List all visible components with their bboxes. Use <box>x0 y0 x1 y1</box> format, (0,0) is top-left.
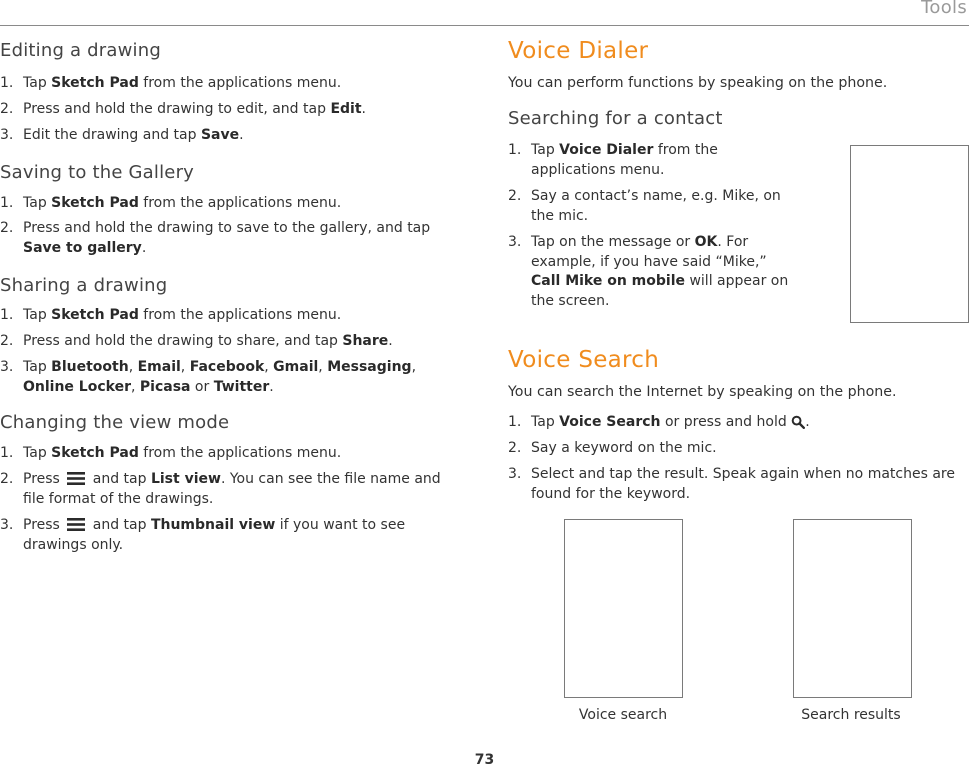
step-text: Tap <box>531 142 560 158</box>
step-keyword: Thumbnail view <box>150 517 276 533</box>
list-item <box>0 74 448 94</box>
step-number: 3. <box>0 127 14 143</box>
separator: or <box>190 378 214 395</box>
step-number: 1. <box>0 75 14 91</box>
step-number: 2. <box>508 188 522 204</box>
heading-voice-search: Voice Search <box>508 347 660 373</box>
step-text: Press and hold the drawing to edit, and tap <box>23 101 331 117</box>
search-results-screenshot-frame <box>793 519 912 698</box>
step-text: . <box>239 127 244 143</box>
step-number: 2. <box>0 333 14 349</box>
heading-searching-contact: Searching for a contact <box>508 108 723 129</box>
step-number: 1. <box>0 307 14 323</box>
list-item <box>508 187 793 226</box>
step-keyword: Sketch Pad <box>51 195 139 211</box>
separator: , <box>130 378 140 395</box>
step-text: and tap <box>88 471 151 487</box>
step-number: 1. <box>0 195 14 211</box>
list-item <box>0 194 448 214</box>
app-name: Email <box>137 359 181 375</box>
heading-saving: Saving to the Gallery <box>0 162 195 183</box>
list-item <box>508 465 969 504</box>
list-item <box>0 358 448 397</box>
list-item <box>0 332 448 352</box>
step-text: from the applications menu. <box>138 75 342 91</box>
step-text: and tap <box>88 517 151 533</box>
voice-dialer-intro: You can perform functions by speaking on the phone. <box>508 75 888 91</box>
step-text: from the applications menu. <box>138 195 342 211</box>
step-text: Press and hold the drawing to share, and tap <box>23 333 343 349</box>
step-text: if you want to see drawings only. <box>23 517 406 553</box>
app-name: Online Locker <box>23 378 131 395</box>
app-name: Bluetooth <box>51 359 129 375</box>
heading-sharing: Sharing a drawing <box>0 275 168 296</box>
separator: , <box>180 359 190 375</box>
step-number: 3. <box>0 517 14 533</box>
list-item <box>508 413 966 433</box>
step-text: or press and hold <box>660 414 792 430</box>
step-keyword: Sketch Pad <box>51 445 139 461</box>
list-item <box>0 126 448 146</box>
step-text: Edit the drawing and tap <box>23 127 201 143</box>
app-name: Messaging <box>327 359 412 375</box>
step-text: Press <box>23 517 65 533</box>
step-number: 2. <box>0 220 14 236</box>
section-label: Tools <box>921 0 967 18</box>
heading-voice-dialer: Voice Dialer <box>508 38 649 64</box>
step-keyword: Call Mike on mobile <box>531 273 686 289</box>
caption-search-results: Search results <box>801 707 901 723</box>
step-text: Tap <box>531 414 560 430</box>
app-name: Picasa <box>139 378 191 395</box>
heading-editing: Editing a drawing <box>0 40 161 61</box>
separator: , <box>318 359 328 375</box>
step-keyword: Share <box>342 333 389 349</box>
step-text: Say a keyword on the mic. <box>531 440 717 456</box>
menu-key-icon <box>66 471 86 486</box>
step-text: . <box>805 414 810 430</box>
list-item <box>508 141 726 180</box>
menu-key-icon <box>66 517 86 532</box>
page-number: 73 <box>474 752 495 768</box>
step-text: Press <box>23 471 65 487</box>
step-number: 2. <box>0 471 14 487</box>
search-key-icon <box>791 415 805 429</box>
step-text: . For example, if you have said “Mike,” <box>531 234 767 270</box>
step-keyword: Voice Search <box>559 414 661 430</box>
step-text: Select and tap the result. Speak again when no matches are found for the keyword. <box>531 466 955 502</box>
step-text: Press and hold the drawing to save to the gallery, and tap <box>23 220 431 236</box>
step-text: Tap <box>23 195 52 211</box>
list-item <box>0 444 448 464</box>
step-keyword: Sketch Pad <box>51 75 139 91</box>
separator: , <box>128 359 138 375</box>
list-item <box>0 306 448 326</box>
header-rule <box>0 25 969 26</box>
step-number: 2. <box>0 101 14 117</box>
step-text: . You can see the file name and file format of the drawings. <box>23 471 441 507</box>
caption-voice-search: Voice search <box>578 707 668 723</box>
step-text: Tap <box>23 75 52 91</box>
step-text: Tap <box>23 307 52 323</box>
voice-search-intro: You can search the Internet by speaking on the phone. <box>508 384 897 400</box>
separator: , <box>411 359 417 375</box>
app-name: Facebook <box>189 359 265 375</box>
app-name: Twitter <box>213 378 270 395</box>
step-keyword: Save <box>200 127 240 143</box>
app-name: Gmail <box>273 359 319 375</box>
step-text: Tap <box>23 359 52 375</box>
step-text: from the applications menu. <box>531 142 718 178</box>
step-keyword: List view <box>150 471 221 487</box>
step-number: 3. <box>0 359 14 375</box>
step-keyword: Voice Dialer <box>559 142 654 158</box>
voice-search-screenshot-frame <box>564 519 683 698</box>
step-number: 3. <box>508 466 522 482</box>
step-text: Tap <box>23 445 52 461</box>
step-number: 1. <box>0 445 14 461</box>
separator: , <box>264 359 274 375</box>
step-text: . <box>141 239 147 256</box>
step-text: from the applications menu. <box>138 445 342 461</box>
step-keyword: Edit <box>330 101 362 117</box>
step-text: from the applications menu. <box>138 307 342 323</box>
list-item <box>0 100 448 120</box>
heading-view-mode: Changing the view mode <box>0 412 230 433</box>
list-item <box>508 439 966 459</box>
step-text: . <box>361 101 366 117</box>
step-keyword: Save to gallery <box>23 239 142 256</box>
step-number: 1. <box>508 414 522 430</box>
voice-dialer-screenshot-frame <box>850 145 969 323</box>
step-keyword: Sketch Pad <box>51 307 139 323</box>
step-text: Tap on the message or <box>531 234 695 250</box>
step-text: . <box>388 333 393 349</box>
list-item <box>0 516 418 555</box>
step-number: 2. <box>508 440 522 456</box>
step-text: Say a contact’s name, e.g. Mike, on the mic. <box>531 188 781 224</box>
step-keyword: OK <box>694 234 718 250</box>
list-item <box>508 233 793 311</box>
step-number: 3. <box>508 234 522 250</box>
step-text: . <box>269 378 274 395</box>
list-item <box>0 219 448 258</box>
list-item <box>0 470 448 509</box>
step-number: 1. <box>508 142 522 158</box>
step-text: will appear on the screen. <box>531 273 789 309</box>
